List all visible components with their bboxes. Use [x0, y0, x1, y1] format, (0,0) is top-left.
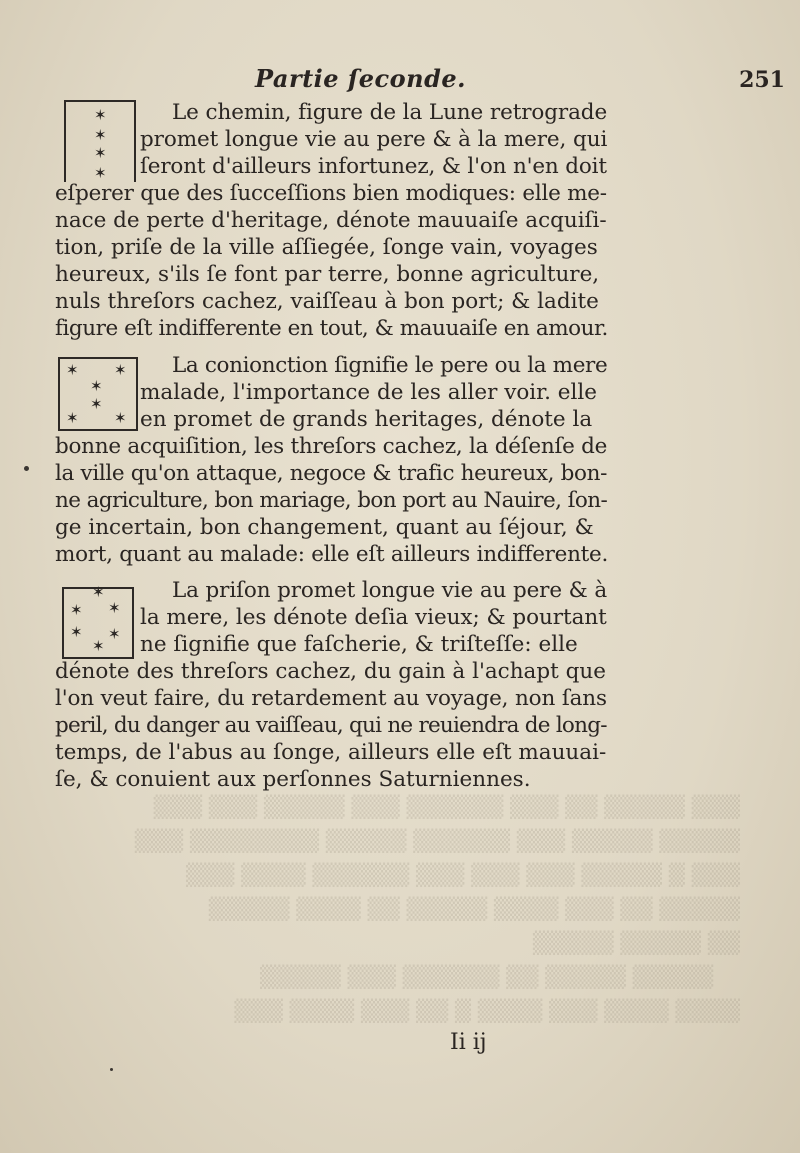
- star-icon: ✶: [108, 599, 121, 617]
- star-icon: ✶: [92, 637, 105, 655]
- text-line: peril, du danger au vaiſſeau, qui ne reuiendra de long-: [55, 713, 607, 738]
- text-line: temps, de l'abus au ſonge, ailleurs elle eſt mauuai-: [55, 740, 607, 765]
- text-line: La conionction ſignifie le pere ou la mere: [172, 353, 608, 378]
- text-line: dénote des threſors cachez, du gain à l'achapt que: [55, 659, 606, 684]
- running-header: [60, 64, 785, 94]
- star-icon: ✶: [66, 409, 79, 427]
- text-line: la ville qu'on attaque, negoce & trafic heureux, bon-: [55, 461, 608, 486]
- ink-speck: [24, 466, 29, 471]
- text-line: nuls threſors cachez, vaiſſeau à bon port; & ladite: [55, 289, 599, 314]
- star-icon: ✶: [66, 361, 79, 379]
- text-line: ne agriculture, bon mariage, bon port au Nauire, ſon-: [55, 488, 608, 513]
- text-line: nace de perte d'heritage, dénote mauuaiſe acquiſi-: [55, 208, 607, 233]
- star-icon: ✶: [94, 106, 107, 124]
- geomancy-figure-prison: [62, 583, 134, 659]
- text-line: ne ſignifie que faſcherie, & triſteſſe: elle: [140, 632, 578, 657]
- text-line: eſperer que des ſucceſſions bien modiques: elle me-: [55, 181, 607, 206]
- text-line: ſeront d'ailleurs infortunez, & l'on n'en doit: [140, 154, 607, 179]
- text-line: ge incertain, bon changement, quant au ſéjour, &: [55, 515, 594, 540]
- text-line: l'on veut faire, du retardement au voyage, non ſans: [55, 686, 607, 711]
- signature-mark: Ii ij: [450, 1030, 487, 1055]
- text-line: bonne acquiſition, les threſors cachez, la déſenſe de: [55, 434, 608, 459]
- text-line: en promet de grands heritages, dénote la: [140, 407, 593, 432]
- ink-speck: [110, 1068, 113, 1071]
- text-line: Le chemin, figure de la Lune retrograde: [172, 100, 608, 125]
- text-line: promet longue vie au pere & à la mere, qui: [140, 127, 608, 152]
- show-through-bleed: ▒▒▒ ▒▒▒▒▒ ▒▒ ▒▒▒ ▒▒▒▒▒▒ ▒▒▒ ▒▒▒▒▒ ▒▒▒ ▒▒▒ ▒▒▒▒▒ ▒▒▒▒▒ ▒▒▒ ▒▒▒▒▒▒ ▒▒▒▒▒ ▒▒▒▒▒▒▒▒ ▒▒▒ ▒▒▒ ▒ ▒▒▒▒▒ ▒▒▒ ▒▒▒ ▒▒▒ ▒▒▒▒▒▒ ▒▒▒▒ ▒▒▒ ▒▒▒▒▒ ▒▒ ▒▒▒ ▒▒▒▒ ▒▒▒▒▒ ▒▒ ▒▒▒▒ ▒▒▒▒▒ ▒▒ ▒▒▒▒▒ ▒▒▒▒▒ ▒▒▒▒▒ ▒▒▒▒▒ ▒▒ ▒▒▒▒▒▒ ▒▒▒ ▒▒▒▒▒ ▒▒▒▒ ▒▒▒▒ ▒▒▒ ▒▒▒▒ ▒ ▒▒ ▒▒▒ ▒▒▒▒ ▒▒▒: [134, 795, 740, 1023]
- text-line: la mere, les dénote deſia vieux; & pourtant: [140, 605, 607, 630]
- star-icon: ✶: [90, 377, 103, 395]
- page-number: 251: [739, 67, 785, 93]
- text-line: mort, quant au malade: elle eſt ailleurs indifferente.: [55, 542, 609, 567]
- star-icon: ✶: [108, 625, 121, 643]
- geomancy-figure-conjunction: [58, 357, 138, 431]
- text-line: La priſon promet longue vie au pere & à: [172, 578, 608, 603]
- star-icon: ✶: [114, 361, 127, 379]
- star-icon: ✶: [90, 395, 103, 413]
- text-line: heureux, s'ils ſe font par terre, bonne agriculture,: [55, 262, 600, 287]
- text-line: tion, priſe de la ville aſſiegée, ſonge vain, voyages: [55, 235, 598, 260]
- text-line: malade, l'importance de les aller voir. elle: [140, 380, 597, 405]
- geomancy-figure-via: [64, 100, 136, 182]
- star-icon: ✶: [92, 583, 105, 601]
- star-icon: ✶: [94, 144, 107, 162]
- star-icon: ✶: [94, 126, 107, 144]
- text-line: ſe, & conuient aux perſonnes Saturniennes.: [55, 767, 531, 792]
- star-icon: ✶: [70, 601, 83, 619]
- star-icon: ✶: [70, 623, 83, 641]
- text-line: figure eſt indifferente en tout, & mauuaiſe en amour.: [55, 316, 608, 341]
- star-icon: ✶: [114, 409, 127, 427]
- running-title: Partie ſeconde.: [255, 64, 466, 93]
- star-icon: ✶: [94, 164, 107, 182]
